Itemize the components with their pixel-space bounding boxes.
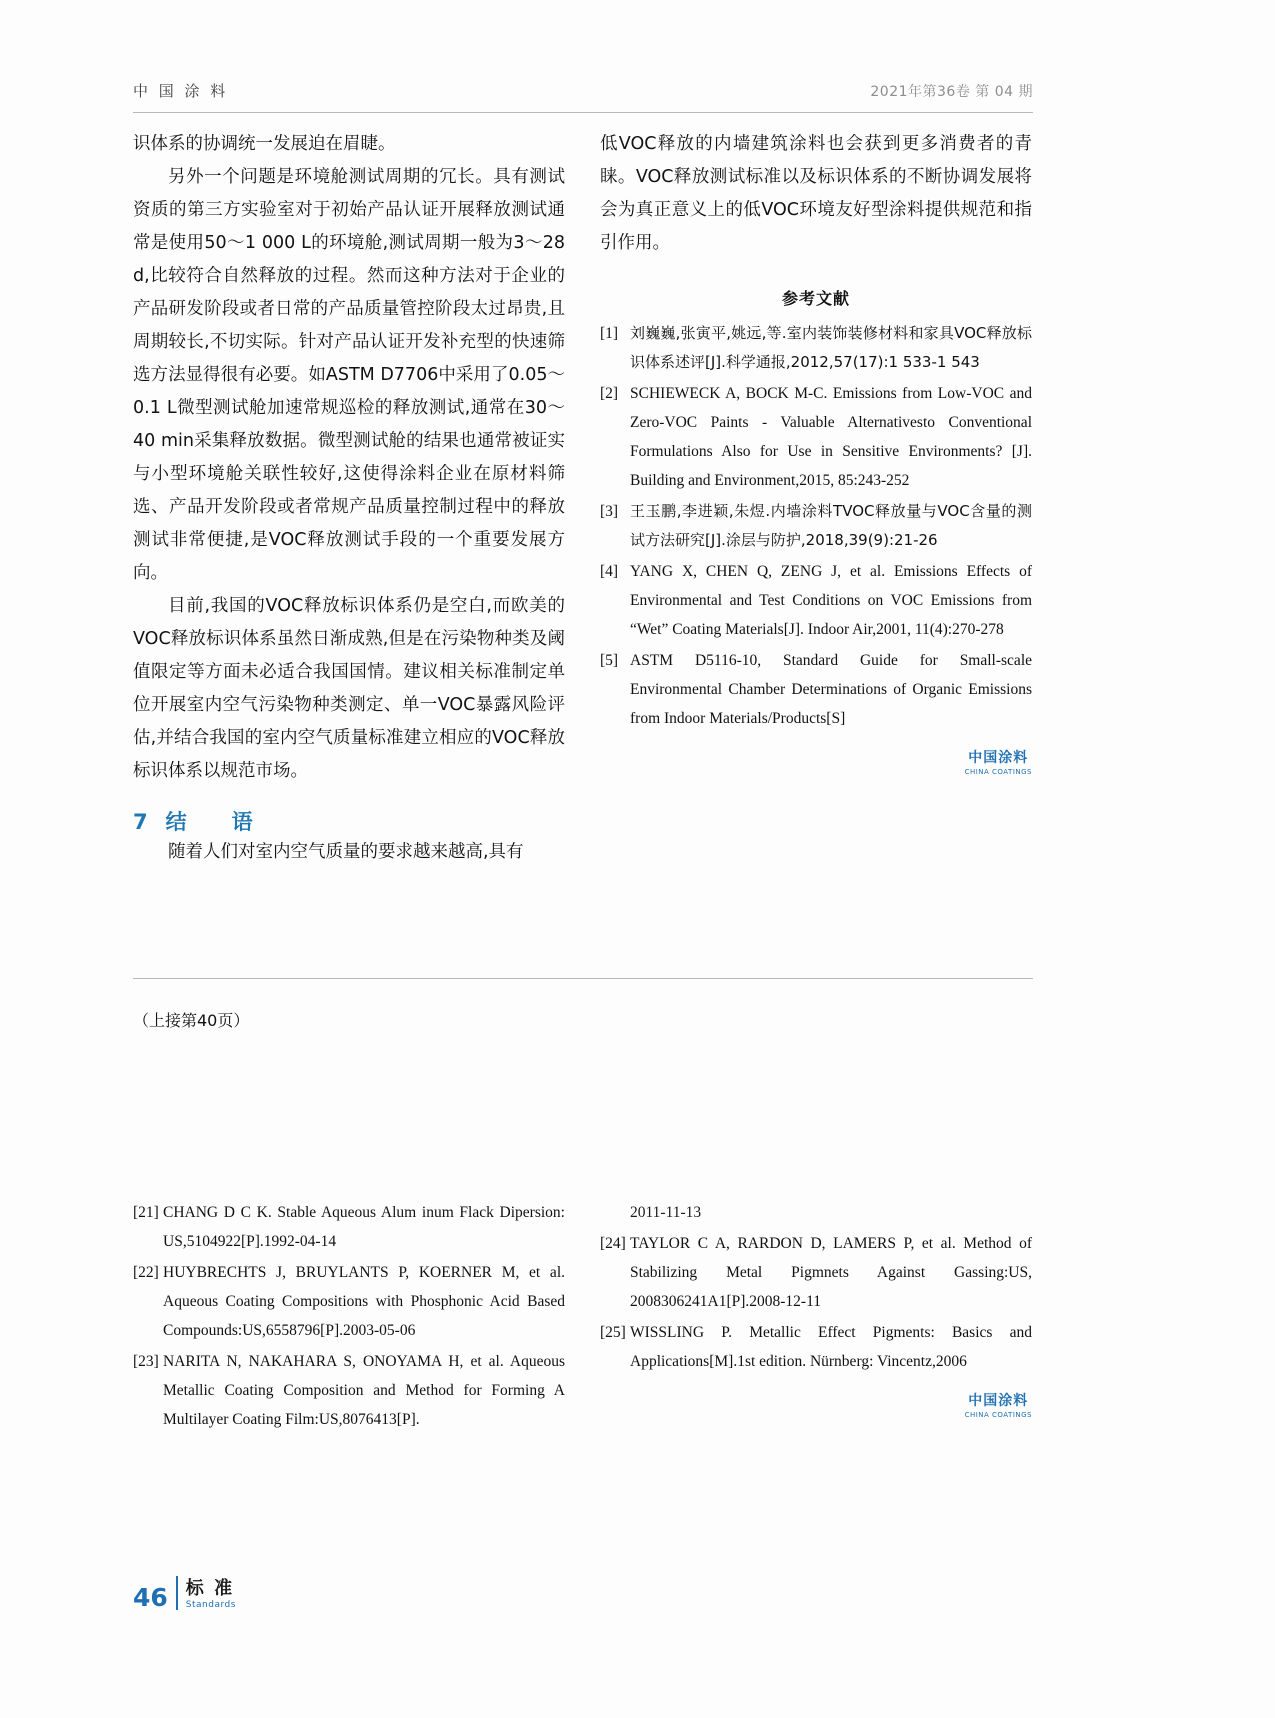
- logo-chinese: 中国涂料: [968, 1393, 1029, 1409]
- page-header: [133, 80, 1033, 101]
- issue-info: 2021年第36卷 第 04 期: [870, 84, 1033, 100]
- bottom-right-references: [600, 1229, 1032, 1376]
- reference-label: [21]: [133, 1204, 159, 1221]
- reference-text: NARITA N, NAKAHARA S, ONOYAMA H, et al. Aqueous Metallic Coating Composition and Method for Forming A Multilayer Coating Film:US,8076413[P].: [163, 1353, 565, 1428]
- logo-chinese: 中国涂料: [968, 750, 1029, 766]
- page-footer: [133, 1576, 236, 1610]
- header-divider: [133, 112, 1033, 113]
- reference-text: YANG X, CHEN Q, ZENG J, et al. Emissions Effects of Environmental and Test Conditions on VOC Emissions from “Wet” Coating Materials[J]. Indoor Air,2001, 11(4):270-278: [630, 563, 1032, 638]
- section-title: 结 语: [165, 810, 265, 834]
- page-number: 46: [133, 1583, 168, 1612]
- reference-item: [133, 1258, 565, 1345]
- reference-continued-text: 2011-11-13: [630, 1204, 702, 1221]
- references-list: [600, 319, 1032, 733]
- reference-label: [1]: [600, 325, 619, 342]
- footer-section-cn: 标 准: [185, 1578, 235, 1600]
- reference-text: 王玉鹏,李进颖,朱煜.内墙涂料TVOC释放量与VOC含量的测试方法研究[J].涂层与防护,2018,39(9):21-26: [630, 502, 1032, 549]
- reference-item: [133, 1198, 565, 1256]
- reference-label: [5]: [600, 652, 619, 669]
- journal-name: 中 国 涂 料: [133, 82, 229, 100]
- reference-item: [600, 1318, 1032, 1376]
- section-divider: [133, 978, 1033, 979]
- reference-item: [133, 1347, 565, 1434]
- section-number: 7: [133, 810, 150, 834]
- footer-divider: [176, 1576, 178, 1610]
- logo-english: CHINA COATINGS: [964, 768, 1032, 776]
- reference-item: [600, 557, 1032, 644]
- reference-item: [600, 646, 1032, 733]
- reference-text: WISSLING P. Metallic Effect Pigments: Basics and Applications[M].1st edition. Nürnberg: Vincentz,2006: [630, 1324, 1032, 1370]
- reference-text: 刘巍巍,张寅平,姚远,等.室内装饰装修材料和家具VOC释放标识体系述评[J].科学通报,2012,57(17):1 533-1 543: [630, 324, 1032, 371]
- section-heading: [133, 806, 565, 836]
- left-column: [133, 128, 565, 869]
- right-column: [600, 128, 1032, 776]
- bottom-left-column: [133, 1198, 565, 1436]
- bottom-right-column: [600, 1198, 1032, 1419]
- footer-section-en: Standards: [185, 1600, 236, 1610]
- reference-item: [600, 319, 1032, 377]
- references-title: 参考文献: [781, 289, 850, 308]
- reference-text: TAYLOR C A, RARDON D, LAMERS P, et al. Method of Stabilizing Metal Pigmnets Against Gassing:US, 2008306241A1[P].2008-12-11: [630, 1235, 1032, 1310]
- journal-logo-top: [600, 747, 1032, 776]
- paragraph: 另外一个问题是环境舱测试周期的冗长。具有测试资质的第三方实验室对于初始产品认证开展释放测试通常是使用50～1 000 L的环境舱,测试周期一般为3～28 d,比较符合自然释放的过程。然而这种方法对于企业的产品研发阶段或者日常的产品质量管控阶段太过昂贵,且周期较长,不切实际。针对产品认证开发补充型的快速筛选方法显得很有必要。如ASTM D7706中采用了0.05～0.1 L微型测试舱加速常规巡检的释放测试,通常在30～40 min采集释放数据。微型测试舱的结果也通常被证实与小型环境舱关联性较好,这使得涂料企业在原材料筛选、产品开发阶段或者常规产品质量控制过程中的释放测试非常便捷,是VOC释放测试手段的一个重要发展方向。: [133, 167, 565, 583]
- reference-label: [22]: [133, 1264, 159, 1281]
- reference-text: SCHIEWECK A, BOCK M-C. Emissions from Low-VOC and Zero-VOC Paints - Valuable Alternativesto Conventional Formulations Also for Use in Sensitive Environments? [J]. Building and Environment,2015, 85:243-252: [630, 385, 1032, 489]
- paragraph: 随着人们对室内空气质量的要求越来越高,具有: [168, 842, 524, 862]
- reference-label: [4]: [600, 563, 619, 580]
- reference-item: [600, 497, 1032, 555]
- reference-label: [24]: [600, 1235, 626, 1252]
- reference-label: [25]: [600, 1324, 626, 1341]
- reference-text: ASTM D5116-10, Standard Guide for Small-scale Environmental Chamber Determinations of Organic Emissions from Indoor Materials/Products[S]: [630, 652, 1032, 727]
- paragraph: 低VOC释放的内墙建筑涂料也会获到更多消费者的青睐。VOC释放测试标准以及标识体系的不断协调发展将会为真正意义上的低VOC环境友好型涂料提供规范和指引作用。: [600, 134, 1032, 253]
- reference-label: [23]: [133, 1353, 159, 1370]
- journal-logo-bottom: [600, 1390, 1032, 1419]
- continuation-note: （上接第40页）: [133, 1011, 250, 1030]
- paragraph: 目前,我国的VOC释放标识体系仍是空白,而欧美的VOC释放标识体系虽然日渐成熟,但是在污染物种类及阈值限定等方面未必适合我国国情。建议相关标准制定单位开展室内空气污染物种类测定、单一VOC暴露风险评估,并结合我国的室内空气质量标准建立相应的VOC释放标识体系以规范市场。: [133, 596, 565, 781]
- reference-item: [600, 1229, 1032, 1316]
- reference-text: HUYBRECHTS J, BRUYLANTS P, KOERNER M, et al. Aqueous Coating Compositions with Phosphonic Acid Based Compounds:US,6558796[P].2003-05-06: [163, 1264, 565, 1339]
- reference-text: CHANG D C K. Stable Aqueous Alum inum Flack Dipersion: US,5104922[P].1992-04-14: [163, 1204, 565, 1250]
- reference-item: [600, 379, 1032, 495]
- reference-label: [3]: [600, 503, 619, 520]
- paragraph: 识体系的协调统一发展迫在眉睫。: [133, 134, 396, 154]
- bottom-left-references: [133, 1198, 565, 1434]
- reference-label: [2]: [600, 385, 619, 402]
- logo-english: CHINA COATINGS: [964, 1411, 1032, 1419]
